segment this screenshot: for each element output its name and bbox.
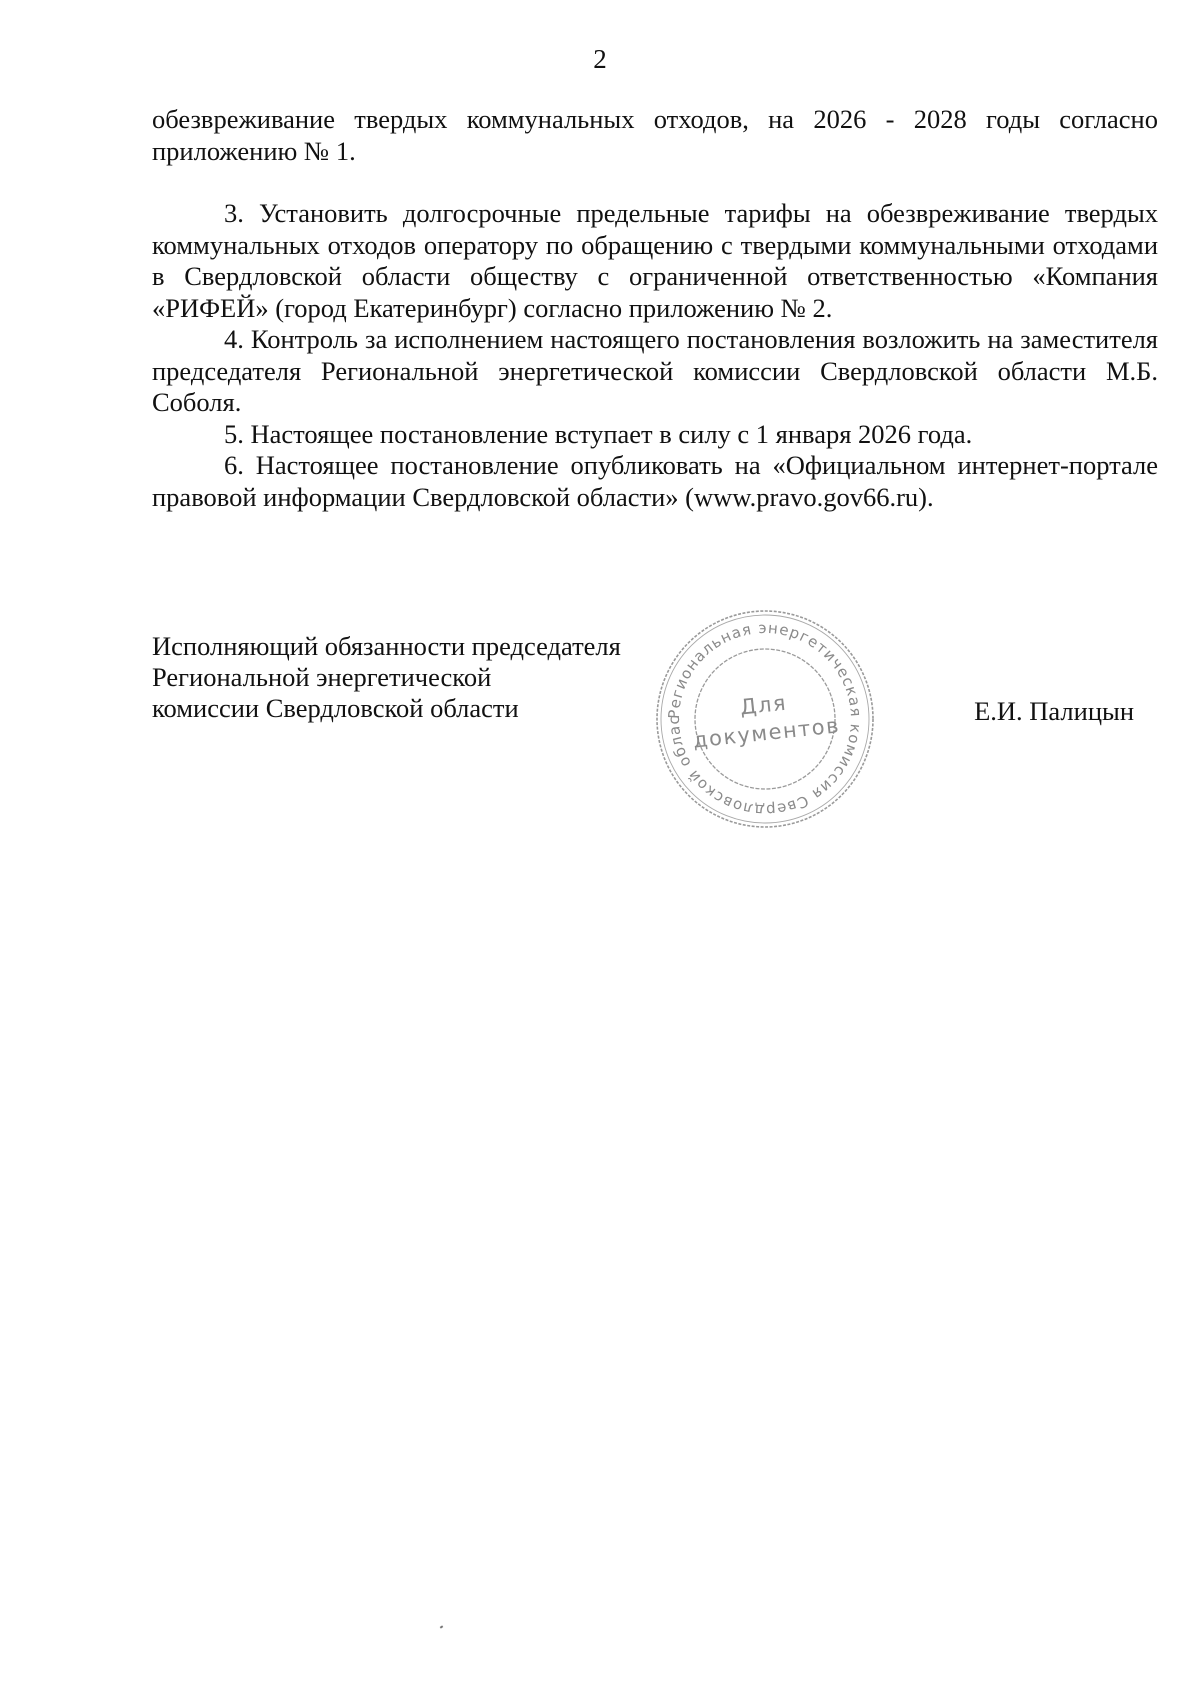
page-number: 2 [593,44,607,74]
official-stamp [650,604,880,834]
stamp-center-line: Для [738,690,789,720]
stamp-seal-graphic [650,604,880,834]
scan-speck [440,1625,444,1628]
stamp-center-line: документов [691,713,842,753]
paragraph-item-3: 3. Установить долгосрочные предельные тарифы на обезвреживание твердых коммунальных отходов оператору по обращению с твердыми коммунальными отходами в Свердловской области обществу с ограниченной ответственностью «Компания «РИФЕЙ» (город Екатеринбург) согласно приложению № 2. [152,198,1158,323]
document-body-continuation [152,104,1158,167]
paragraph-continuation: обезвреживание твердых коммунальных отходов, на 2026 - 2028 годы согласно приложению № 1. [152,104,1158,166]
signatory-position-line: Региональной энергетической [152,662,492,692]
paragraph-item-5: 5. Настоящее постановление вступает в силу с 1 января 2026 года. [224,418,973,449]
paragraph-item-4: 4. Контроль за исполнением настоящего постановления возложить на заместителя председателя Региональной энергетической комиссии Свердловской области М.Б. Соболя. [152,324,1158,417]
paragraph-item-6: 6. Настоящее постановление опубликовать на «Официальном интернет-портале правовой информации Свердловской области» (www.pravo.gov66.ru). [152,450,1158,512]
signatory-position [152,631,621,724]
document-body-items [152,198,1158,513]
signatory-position-line: комиссии Свердловской области [152,693,519,723]
signatory-name: Е.И. Палицын [974,696,1134,726]
signatory-position-line: Исполняющий обязанности председателя [152,631,621,661]
stamp-ring-text: Региональная энергетическая комиссия Свердловской облас [664,618,866,820]
